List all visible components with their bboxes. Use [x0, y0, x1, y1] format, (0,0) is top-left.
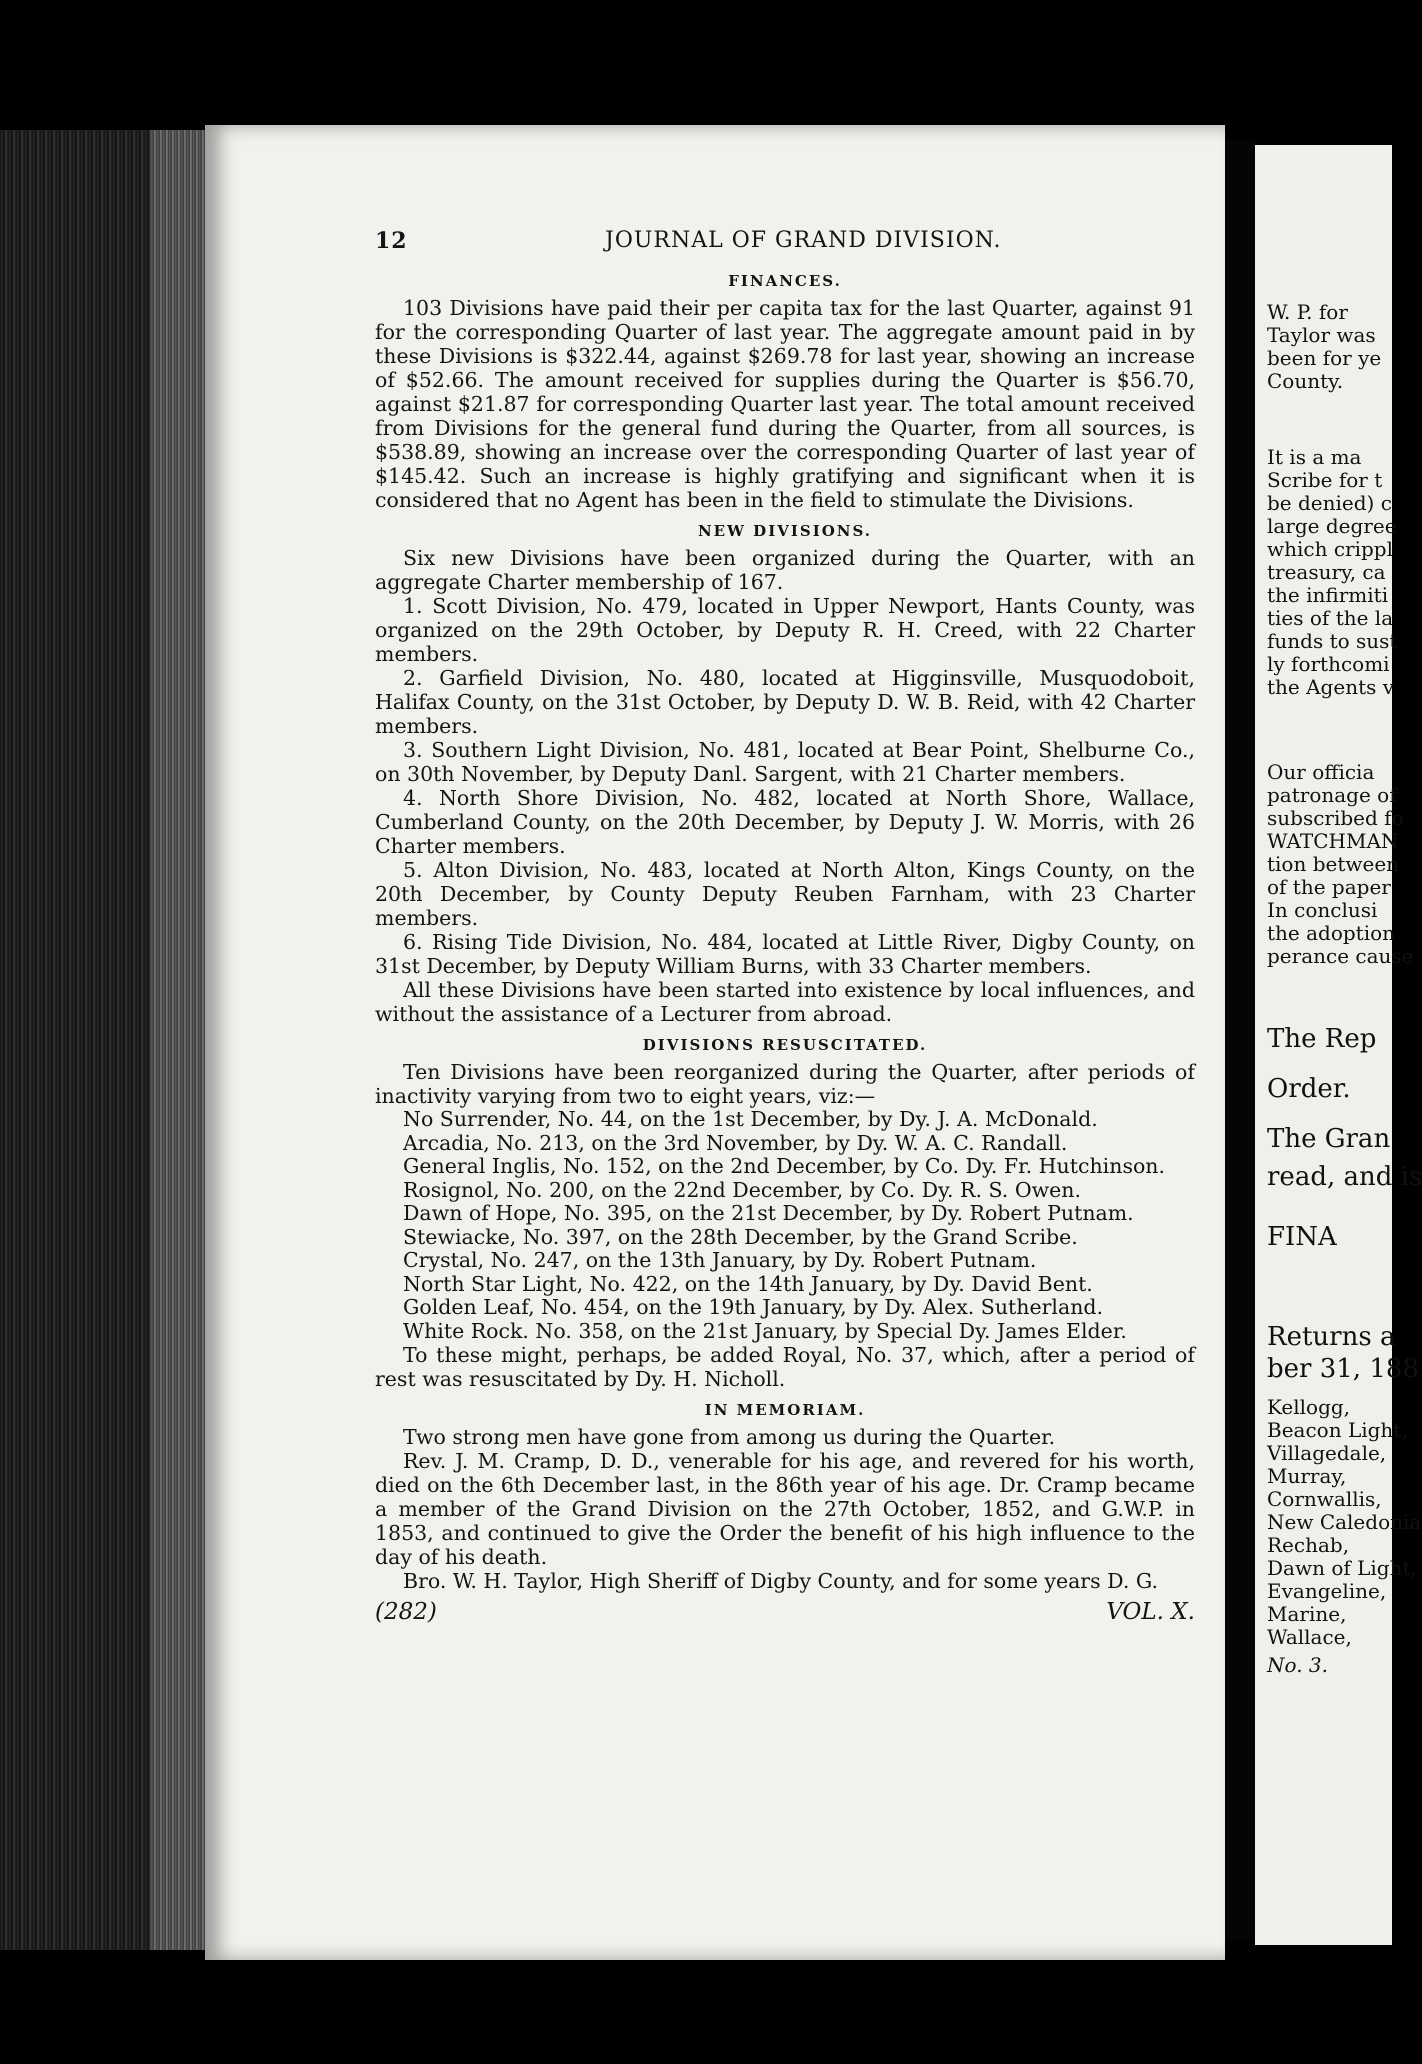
new-division-item: 5. Alton Division, No. 483, located at North Alton, Kings County, on the 20th December, by County Deputy Reuben Farnham, with 23 Charter members.: [375, 858, 1195, 930]
facing-list-item: Marine,: [1267, 1602, 1347, 1626]
new-divisions-heading: NEW DIVISIONS.: [697, 522, 873, 540]
facing-list-item: Dawn of Light,: [1267, 1556, 1417, 1580]
facing-line: Taylor was: [1267, 323, 1376, 347]
facing-line: ly forthcomi: [1267, 652, 1390, 676]
facing-list-item: Wallace,: [1267, 1625, 1352, 1649]
facing-list-item: Cornwallis,: [1267, 1487, 1382, 1511]
facing-line: The Gran: [1267, 1124, 1391, 1154]
page-footer: [375, 1599, 1195, 1629]
facing-list-item: Beacon Light,: [1267, 1418, 1408, 1442]
resuscitated-intro: Ten Divisions have been reorganized during the Quarter, after periods of inactivity varying from two to eight years, viz:—: [375, 1060, 1195, 1108]
memoriam-paragraph: Bro. W. H. Taylor, High Sheriff of Digby County, and for some years D. G.: [403, 1569, 1159, 1593]
new-divisions-intro: Six new Divisions have been organized during the Quarter, with an aggregate Charter membership of 167.: [375, 546, 1195, 594]
resuscitated-item: Golden Leaf, No. 454, on the 19th January, by Dy. Alex. Sutherland.: [403, 1295, 1104, 1319]
facing-line: been for ye: [1267, 346, 1382, 370]
facing-line: Our officia: [1267, 760, 1375, 784]
facing-line: In conclusi: [1267, 898, 1378, 922]
facing-line: perance cause: [1267, 944, 1414, 968]
facing-page: [1255, 145, 1422, 1945]
facing-line: read, and is: [1267, 1162, 1422, 1192]
facing-line: which crippl: [1267, 537, 1393, 561]
resuscitated-heading: DIVISIONS RESUSCITATED.: [642, 1036, 928, 1054]
facing-list-item: Murray,: [1267, 1464, 1347, 1488]
facing-line: the adoption: [1267, 921, 1396, 945]
footer-volume: VOL. X.: [1106, 1599, 1195, 1625]
facing-line: Scribe for t: [1267, 468, 1383, 492]
resuscitated-item: Rosignol, No. 200, on the 22nd December, by Co. Dy. R. S. Owen.: [403, 1177, 1082, 1202]
finances-heading: FINANCES.: [728, 272, 842, 290]
facing-list-item: Kellogg,: [1267, 1395, 1351, 1419]
resuscitated-closing: To these might, perhaps, be added Royal, No. 37, which, after a period of rest was resuscitated by Dy. H. Nicholl.: [375, 1343, 1195, 1391]
facing-line: funds to sust: [1267, 629, 1398, 653]
facing-list-item: Evangeline,: [1267, 1579, 1387, 1603]
resuscitated-item: No Surrender, No. 44, on the 1st December, by Dy. J. A. McDonald.: [403, 1107, 1098, 1131]
facing-line: Returns a: [1267, 1322, 1396, 1352]
new-division-item: 2. Garfield Division, No. 480, located at Higginsville, Musquodoboit, Halifax County, on the 31st October, by Deputy D. W. B. Reid, with 42 Charter members.: [375, 666, 1195, 738]
page-edges-inner: [150, 130, 210, 1950]
resuscitated-item: Dawn of Hope, No. 395, on the 21st December, by Dy. Robert Putnam.: [403, 1201, 1134, 1225]
new-division-item: 4. North Shore Division, No. 482, located at North Shore, Wallace, Cumberland County, on the 20th December, by Deputy J. W. Morris, with 26 Charter members.: [375, 786, 1195, 858]
resuscitated-item: White Rock. No. 358, on the 21st January, by Special Dy. James Elder.: [403, 1318, 1127, 1343]
resuscitated-item: Crystal, No. 247, on the 13th January, by Dy. Robert Putnam.: [403, 1248, 1037, 1272]
resuscitated-item: North Star Light, No. 422, on the 14th January, by Dy. David Bent.: [403, 1271, 1093, 1296]
facing-line: large degree: [1267, 514, 1397, 538]
new-division-item: 1. Scott Division, No. 479, located in Upper Newport, Hants County, was organized on the 29th October, by Deputy R. H. Creed, with 22 Charter members.: [375, 594, 1195, 666]
facing-line: County.: [1267, 369, 1344, 393]
facing-list-item: Rechab,: [1267, 1533, 1350, 1557]
facing-line: treasury, ca: [1267, 560, 1386, 584]
facing-line: of the paper: [1267, 875, 1391, 899]
facing-list-item: New Caledonia: [1267, 1510, 1422, 1534]
facing-line: subscribed fo: [1267, 806, 1404, 830]
page-number: 12: [375, 228, 408, 254]
facing-line: It is a ma: [1267, 445, 1362, 469]
resuscitated-item: General Inglis, No. 152, on the 2nd December, by Co. Dy. Fr. Hutchinson.: [403, 1154, 1166, 1178]
facing-line: FINA: [1267, 1222, 1337, 1252]
resuscitated-item: Arcadia, No. 213, on the 3rd November, by Dy. W. A. C. Randall.: [403, 1130, 1068, 1155]
resuscitated-item: Stewiacke, No. 397, on the 28th December, by the Grand Scribe.: [403, 1224, 1078, 1249]
new-division-item: 6. Rising Tide Division, No. 484, located at Little River, Digby County, on 31st December, by Deputy William Burns, with 33 Charter members.: [375, 930, 1195, 978]
finances-paragraph: 103 Divisions have paid their per capita tax for the last Quarter, against 91 for the corresponding Quarter of last year. The aggregate amount paid in by these Divisions is $322.44, against $269.78 for last year, showing an increase of $52.66. The amount received for supplies during the Quarter is $56.70, against $21.87 for corresponding Quarter last year. The total amount received from Divisions for the general fund during the Quarter, from all sources, is $538.89, showing an increase over the corresponding Quarter of last year of $145.42. Such an increase is highly gratifying and significant when it is considered that no Agent has been in the field to stimulate the Divisions.: [375, 296, 1195, 512]
new-divisions-closing: All these Divisions have been started into existence by local influences, and without the assistance of a Lecturer from abroad.: [375, 978, 1195, 1026]
text-column: [375, 228, 1195, 1629]
facing-line: the infirmiti: [1267, 583, 1389, 607]
journal-title: JOURNAL OF GRAND DIVISION.: [605, 228, 1002, 253]
running-header: [375, 228, 1195, 262]
facing-line: patronage of: [1267, 783, 1397, 807]
facing-line: Order.: [1267, 1074, 1351, 1104]
memoriam-paragraph: Rev. J. M. Cramp, D. D., venerable for his age, and revered for his worth, died on the 6th December last, in the 86th year of his age. Dr. Cramp became a member of the Grand Division on the 27th October, 1852, and G.W.P. in 1853, and continued to give the Order the benefit of his high influence to the day of his death.: [375, 1449, 1195, 1569]
facing-line: the Agents v: [1267, 675, 1395, 699]
memoriam-heading: IN MEMORIAM.: [704, 1401, 866, 1419]
facing-line: ber 31, 188: [1267, 1354, 1419, 1384]
facing-line: tion between: [1267, 852, 1400, 876]
footer-folio: (282): [375, 1599, 437, 1625]
facing-line: W. P. for: [1267, 300, 1348, 324]
facing-list-item: No. 3.: [1267, 1653, 1328, 1677]
new-division-item: 3. Southern Light Division, No. 481, located at Bear Point, Shelburne Co., on 30th November, by Deputy Danl. Sargent, with 21 Charter members.: [375, 738, 1195, 786]
facing-line: ties of the la: [1267, 606, 1394, 630]
facing-line: WATCHMAN: [1267, 829, 1399, 853]
memoriam-paragraph: Two strong men have gone from among us during the Quarter.: [403, 1425, 1056, 1449]
facing-list-item: Villagedale,: [1267, 1441, 1387, 1465]
facing-line: be denied) c: [1267, 491, 1392, 515]
book-gutter: [1225, 140, 1255, 1940]
facing-line: The Rep: [1267, 1024, 1377, 1054]
